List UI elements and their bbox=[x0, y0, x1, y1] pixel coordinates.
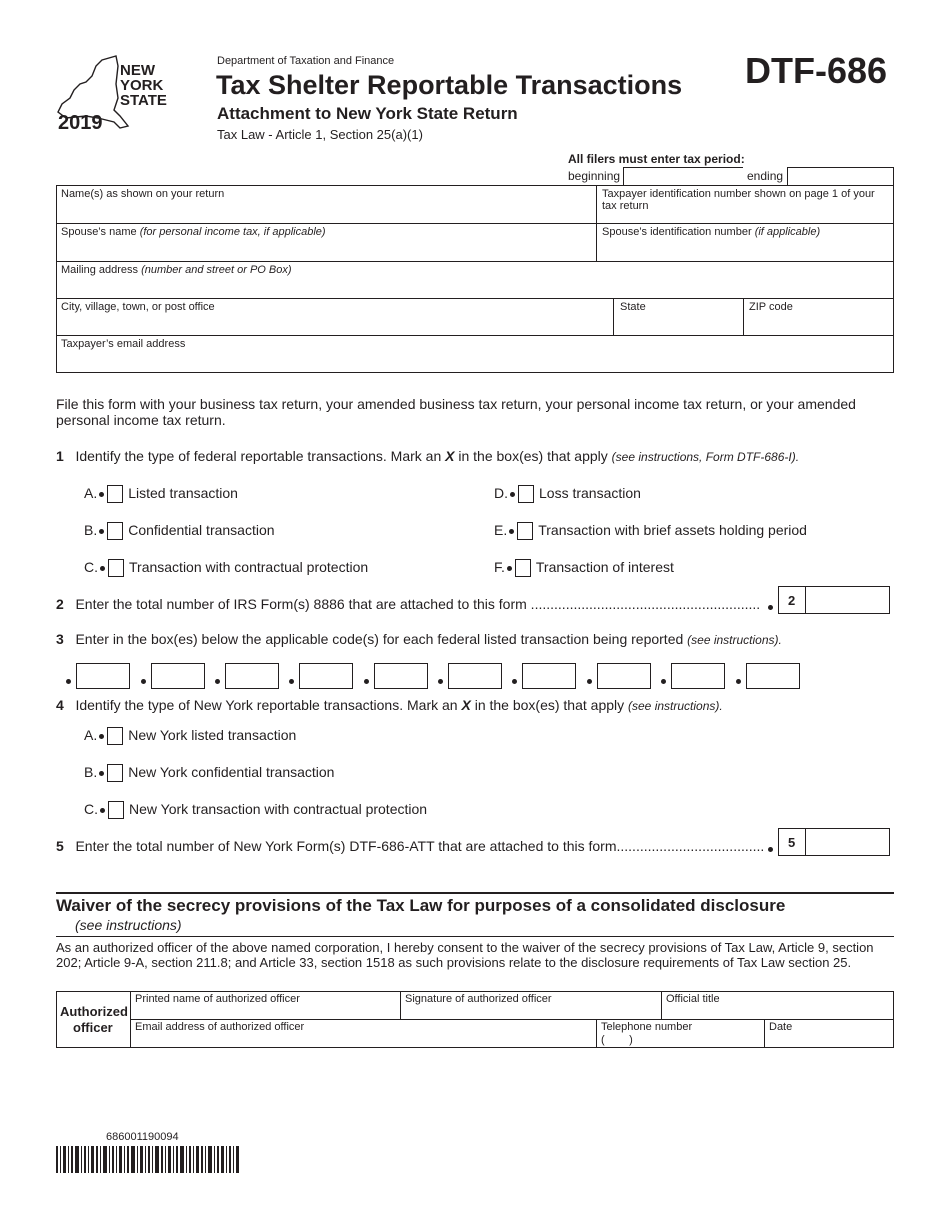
spouse-id-field[interactable] bbox=[602, 226, 820, 238]
waiver-heading: Waiver of the secrecy provisions of the Tax Law for purposes of a consolidated disclosure bbox=[56, 896, 786, 915]
tax-period-beginning-input[interactable] bbox=[623, 167, 743, 185]
mailing-address-field[interactable] bbox=[61, 264, 292, 276]
transaction-code-input-4[interactable] bbox=[299, 663, 353, 689]
line5-instruction bbox=[56, 838, 764, 854]
intro-text: File this form with your business tax return, your amended business tax return, your personal income tax return, or your amended personal income tax return. bbox=[56, 396, 856, 428]
tax-period-beginning-label: beginning bbox=[568, 169, 621, 183]
line4-text-b: in the box(es) that apply bbox=[474, 697, 625, 713]
line2-instruction bbox=[56, 596, 760, 612]
transaction-code-input-8[interactable] bbox=[597, 663, 651, 689]
bullet-icon bbox=[661, 679, 666, 684]
line1-option-b[interactable] bbox=[84, 522, 275, 540]
form-title: Tax Shelter Reportable Transactions bbox=[216, 70, 683, 100]
line1-text-a: Identify the type of federal reportable transactions. Mark an bbox=[75, 448, 442, 464]
logo-word-new: NEW bbox=[120, 62, 155, 79]
city-label: City, village, town, or post office bbox=[61, 301, 215, 313]
city-field[interactable] bbox=[61, 301, 215, 313]
bullet-icon bbox=[141, 679, 146, 684]
email-field[interactable] bbox=[61, 338, 185, 350]
option-letter: C. bbox=[84, 801, 98, 817]
tax-period-heading: All filers must enter tax period: bbox=[568, 152, 745, 166]
line3-text: Enter in the box(es) below the applicable code(s) for each federal listed transaction being reported bbox=[75, 631, 684, 647]
line4-x-mark: X bbox=[461, 697, 471, 713]
transaction-code-input-3[interactable] bbox=[225, 663, 279, 689]
bullet-icon bbox=[507, 566, 512, 571]
officer-signature-field[interactable] bbox=[405, 993, 552, 1005]
transaction-code-input-5[interactable] bbox=[374, 663, 428, 689]
form-subtitle: Attachment to New York State Return bbox=[217, 104, 518, 123]
officer-date-label: Date bbox=[769, 1021, 793, 1033]
checkbox[interactable] bbox=[107, 522, 123, 540]
tax-period-ending-input[interactable] bbox=[787, 167, 894, 185]
mailing-address-label: Mailing address bbox=[61, 264, 139, 276]
line5-input[interactable] bbox=[805, 828, 890, 856]
nys-logo bbox=[56, 54, 176, 134]
line1-x-mark: X bbox=[445, 448, 455, 464]
form-number: DTF-686 bbox=[745, 50, 888, 91]
option-label: Listed transaction bbox=[128, 485, 238, 501]
spouse-name-note: (for personal income tax, if applicable) bbox=[139, 226, 326, 238]
bullet-icon bbox=[364, 679, 369, 684]
line2-number: 2 bbox=[56, 596, 64, 612]
line5-number: 5 bbox=[56, 838, 64, 854]
option-letter: A. bbox=[84, 727, 98, 743]
bullet-icon bbox=[215, 679, 220, 684]
option-label: Confidential transaction bbox=[128, 522, 275, 538]
bullet-icon bbox=[509, 529, 514, 534]
officer-phone-label: Telephone number bbox=[601, 1021, 693, 1033]
checkbox[interactable] bbox=[107, 485, 123, 503]
line1-option-a[interactable] bbox=[84, 485, 238, 503]
line5-box-label: 5 bbox=[788, 835, 796, 850]
line1-instruction bbox=[56, 448, 799, 464]
spouse-name-label: Spouse’s name bbox=[61, 226, 137, 238]
checkbox[interactable] bbox=[107, 727, 123, 745]
transaction-code-input-2[interactable] bbox=[151, 663, 205, 689]
officer-email-field[interactable] bbox=[135, 1021, 304, 1033]
line2-text: Enter the total number of IRS Form(s) 8886 that are attached to this form ........................................................... bbox=[75, 596, 761, 612]
option-letter: D. bbox=[494, 485, 508, 501]
checkbox[interactable] bbox=[107, 764, 123, 782]
line3-instruction bbox=[56, 631, 782, 647]
line1-option-f[interactable] bbox=[494, 559, 674, 577]
barcode-icon bbox=[56, 1146, 240, 1173]
bullet-icon bbox=[99, 529, 104, 534]
law-reference: Tax Law - Article 1, Section 25(a)(1) bbox=[217, 127, 423, 142]
option-letter: A. bbox=[84, 485, 98, 501]
officer-signature-label: Signature of authorized officer bbox=[405, 993, 552, 1005]
option-letter: B. bbox=[84, 522, 98, 538]
line1-note: (see instructions, Form DTF-686-I). bbox=[611, 450, 800, 464]
option-label: New York transaction with contractual protection bbox=[129, 801, 428, 817]
checkbox[interactable] bbox=[517, 522, 533, 540]
checkbox[interactable] bbox=[515, 559, 531, 577]
option-label: New York listed transaction bbox=[128, 727, 297, 743]
officer-title-field[interactable] bbox=[666, 993, 720, 1005]
line4-instruction bbox=[56, 697, 723, 713]
option-label: New York confidential transaction bbox=[128, 764, 335, 780]
line1-option-d[interactable] bbox=[494, 485, 641, 503]
bullet-icon bbox=[289, 679, 294, 684]
line3-number: 3 bbox=[56, 631, 64, 647]
bullet-icon bbox=[587, 679, 592, 684]
tin-label: Taxpayer identification number shown on page 1 of your tax return bbox=[602, 188, 875, 212]
spouse-name-field[interactable] bbox=[61, 226, 326, 238]
barcode-number: 686001190094 bbox=[106, 1131, 179, 1143]
transaction-code-input-9[interactable] bbox=[671, 663, 725, 689]
logo-word-york: YORK bbox=[120, 77, 164, 94]
option-letter: C. bbox=[84, 559, 98, 575]
bullet-icon bbox=[736, 679, 741, 684]
option-label: Transaction of interest bbox=[535, 559, 674, 575]
option-label: Transaction with contractual protection bbox=[129, 559, 369, 575]
officer-side-label-1: Authorized bbox=[60, 1004, 128, 1019]
mailing-address-note: (number and street or PO Box) bbox=[141, 264, 292, 276]
transaction-code-input-1[interactable] bbox=[76, 663, 130, 689]
logo-word-state: STATE bbox=[120, 92, 167, 109]
zip-field[interactable] bbox=[749, 301, 793, 313]
tax-period-ending-label: ending bbox=[747, 169, 784, 183]
checkbox[interactable] bbox=[108, 559, 124, 577]
officer-side-label-2: officer bbox=[73, 1020, 113, 1035]
option-letter: F. bbox=[494, 559, 505, 575]
line4-number: 4 bbox=[56, 697, 64, 713]
bullet-icon bbox=[512, 679, 517, 684]
waiver-rule bbox=[56, 892, 894, 894]
transaction-code-input-6[interactable] bbox=[448, 663, 502, 689]
line5-text: Enter the total number of New York Form(s) DTF-686-ATT that are attached to this form...................................... bbox=[75, 838, 765, 854]
state-field[interactable] bbox=[620, 301, 646, 313]
waiver-body: As an authorized officer of the above named corporation, I hereby consent to the waiver of the secrecy provisions of Tax Law, Article 9, section 202; Article 9-A, section 211.8; and Article 33, section 1518 as such provisions relate to the disclosure requirements of Tax Law section 25. bbox=[56, 940, 874, 970]
bullet-icon bbox=[99, 492, 104, 497]
bullet-icon bbox=[768, 605, 773, 610]
line2-box-label: 2 bbox=[788, 593, 796, 608]
bullet-icon bbox=[438, 679, 443, 684]
bullet-icon bbox=[100, 808, 105, 813]
officer-date-field[interactable] bbox=[769, 1021, 792, 1033]
bullet-icon bbox=[768, 847, 773, 852]
line1-option-e[interactable] bbox=[494, 522, 807, 540]
line3-note: (see instructions). bbox=[687, 633, 782, 647]
line5-number-box bbox=[778, 828, 806, 856]
tin-field[interactable] bbox=[602, 188, 887, 212]
spouse-id-label: Spouse’s identification number bbox=[602, 226, 752, 238]
spouse-id-note: (if applicable) bbox=[754, 226, 821, 238]
line4-text-a: Identify the type of New York reportable transactions. Mark an bbox=[75, 697, 458, 713]
department-name: Department of Taxation and Finance bbox=[217, 55, 395, 67]
line2-input[interactable] bbox=[805, 586, 890, 614]
state-label: State bbox=[620, 301, 646, 313]
bullet-icon bbox=[510, 492, 515, 497]
officer-phone-field[interactable] bbox=[601, 1021, 692, 1047]
bullet-icon bbox=[100, 566, 105, 571]
officer-title-label: Official title bbox=[666, 993, 720, 1005]
names-label: Name(s) as shown on your return bbox=[61, 188, 225, 200]
bullet-icon bbox=[99, 771, 104, 776]
option-letter: E. bbox=[494, 522, 508, 538]
line4-option-c[interactable] bbox=[84, 801, 427, 819]
option-letter: B. bbox=[84, 764, 98, 780]
bullet-icon bbox=[66, 679, 71, 684]
line2-number-box bbox=[778, 586, 806, 614]
option-label: Transaction with brief assets holding period bbox=[538, 522, 807, 538]
bullet-icon bbox=[99, 734, 104, 739]
line1-number: 1 bbox=[56, 448, 64, 464]
line4-note: (see instructions). bbox=[628, 699, 723, 713]
line1-option-c[interactable] bbox=[84, 559, 368, 577]
logo-year: 2019 bbox=[58, 112, 103, 134]
line1-text-b: in the box(es) that apply bbox=[458, 448, 608, 464]
email-label: Taxpayer’s email address bbox=[61, 338, 186, 350]
line4-option-b[interactable] bbox=[84, 764, 334, 782]
officer-email-label: Email address of authorized officer bbox=[135, 1021, 305, 1033]
option-label: Loss transaction bbox=[539, 485, 641, 501]
waiver-note: (see instructions) bbox=[75, 917, 182, 933]
checkbox[interactable] bbox=[108, 801, 124, 819]
transaction-code-input-7[interactable] bbox=[522, 663, 576, 689]
checkbox[interactable] bbox=[518, 485, 534, 503]
officer-printed-name-field[interactable] bbox=[135, 993, 300, 1005]
names-field[interactable] bbox=[61, 188, 224, 200]
officer-phone-parens: ( ) bbox=[601, 1034, 633, 1046]
zip-label: ZIP code bbox=[749, 301, 793, 313]
transaction-code-input-10[interactable] bbox=[746, 663, 800, 689]
officer-printed-name-label: Printed name of authorized officer bbox=[135, 993, 300, 1005]
line4-option-a[interactable] bbox=[84, 727, 296, 745]
